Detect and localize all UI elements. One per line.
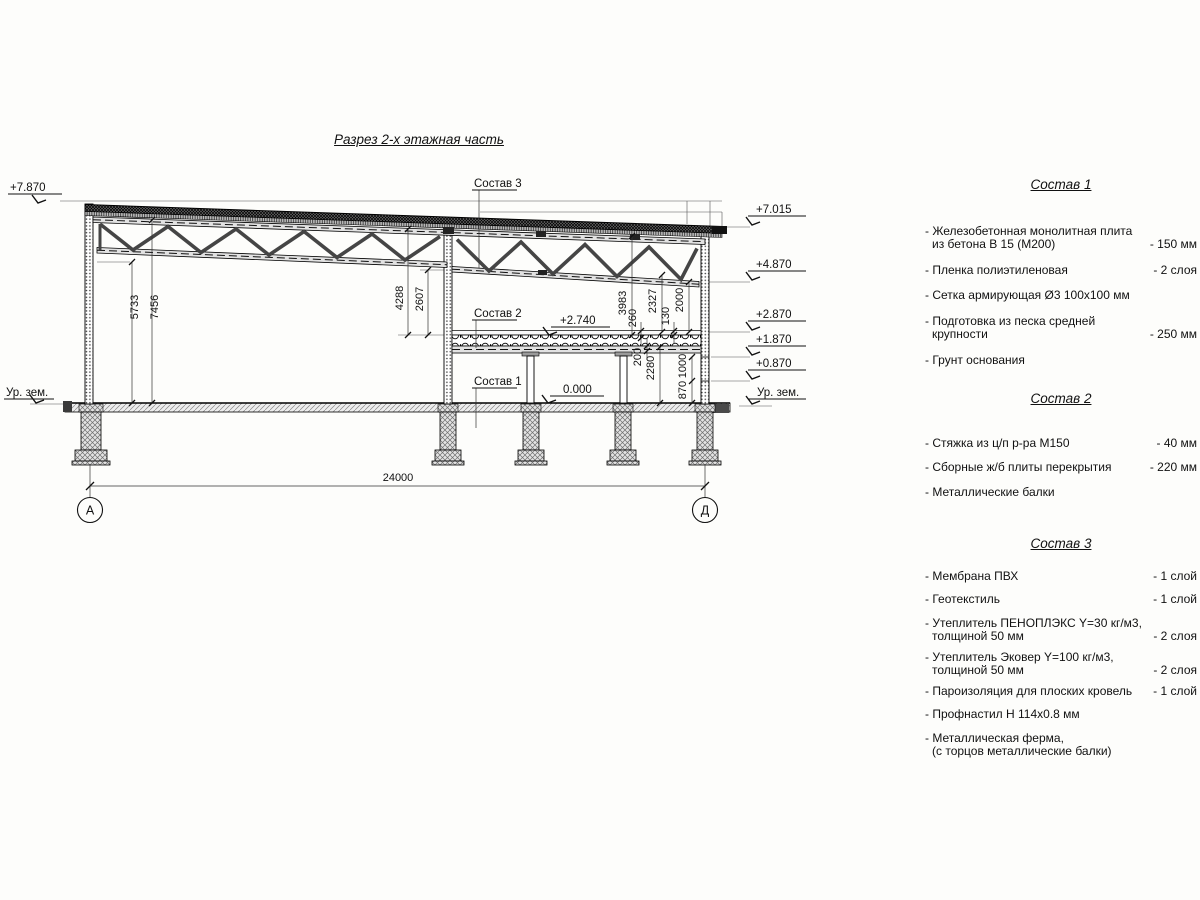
item-line: - Мембрана ПВХ: [925, 568, 1019, 583]
label-sostav-2: Состав 2: [474, 308, 522, 320]
composition-list-2: [925, 392, 1197, 510]
item-line: крупности: [932, 327, 988, 341]
list-item: [925, 437, 1197, 451]
drawing-labels: [472, 178, 610, 428]
label-sostav-3: Состав 3: [474, 178, 522, 190]
mark-1870: +1.870: [756, 334, 792, 346]
list-item: [925, 461, 1197, 475]
composition-heading: Состав 1: [1030, 177, 1092, 192]
item-line: - Металлические балки: [925, 484, 1055, 499]
dim-24000: 24000: [382, 472, 414, 484]
dim-4288: 4288: [394, 285, 406, 311]
footing: [515, 404, 547, 465]
mark-7870: +7.870: [10, 182, 46, 194]
column: [522, 352, 539, 403]
dim-200: 200: [632, 347, 644, 367]
list-item: [925, 315, 1197, 342]
item-value: - 2 слоя: [1153, 262, 1197, 277]
middle-wall: [444, 224, 452, 404]
item-line: - Пленка полиэтиленовая: [925, 262, 1068, 277]
axis-letter-d: Д: [700, 503, 710, 518]
footing: [689, 404, 721, 465]
dim-2000: 2000: [674, 287, 686, 313]
item-line: - Профнастил Н 114х0.8 мм: [925, 707, 1080, 721]
list-item: [925, 486, 1197, 500]
item-line: - Подготовка из песка средней: [925, 313, 1096, 328]
item-line: - Сетка армирующая Ø3 100х100 мм: [925, 288, 1130, 302]
item-line: (с торцов металлические балки): [932, 744, 1112, 758]
level-2740: +2.740: [560, 315, 596, 327]
roof-end-cap: [712, 226, 727, 234]
list-item: [925, 264, 1197, 278]
item-value: - 150 мм: [1149, 237, 1197, 251]
footing: [72, 404, 110, 465]
right-wall: [701, 233, 709, 404]
mark-7015: +7.015: [756, 204, 792, 216]
dim-2607: 2607: [414, 286, 426, 312]
mark-ground-right: Ур. зем.: [757, 387, 800, 399]
level-0000: 0.000: [563, 384, 592, 396]
dim-870: 870: [677, 380, 689, 400]
list-item: [925, 225, 1197, 252]
item-line: - Сборные ж/б плиты перекрытия: [925, 460, 1112, 474]
dim-1000: 1000: [677, 353, 689, 379]
dim-3983: 3983: [617, 290, 629, 316]
item-value: - 250 мм: [1149, 327, 1197, 341]
hollow-core-slab: [452, 335, 701, 346]
item-line: толщиной 50 мм: [932, 629, 1024, 643]
drawing-title: Разрез 2-х этажная часть: [334, 132, 504, 147]
composition-heading: Состав 3: [1030, 536, 1092, 551]
item-line: - Утеплитель ПЕНОПЛЭКС Y=30 кг/м3,: [925, 615, 1142, 630]
item-value: - 1 слой: [1153, 683, 1197, 698]
item-line: - Металлическая ферма,: [925, 730, 1064, 745]
column: [615, 352, 632, 403]
dim-2280: 2280: [645, 355, 657, 381]
item-line: из бетона В 15 (М200): [932, 237, 1056, 251]
item-line: - Утеплитель Эковер Y=100 кг/м3,: [925, 649, 1114, 664]
composition-list-1: [925, 178, 1197, 379]
item-line: - Грунт основания: [925, 352, 1025, 367]
item-value: - 1 слой: [1153, 568, 1197, 583]
mark-0870: +0.870: [756, 358, 792, 370]
footing: [432, 404, 464, 465]
list-item: [925, 570, 1197, 584]
dim-130: 130: [660, 306, 672, 326]
dim-2327: 2327: [647, 288, 659, 314]
item-value: - 40 мм: [1156, 435, 1197, 450]
mark-ground-left: Ур. зем.: [6, 387, 49, 399]
list-item: [925, 732, 1197, 759]
item-line: - Геотекстиль: [925, 592, 1000, 606]
item-line: толщиной 50 мм: [932, 663, 1024, 677]
item-value: - 2 слоя: [1153, 663, 1197, 677]
list-item: [925, 685, 1197, 699]
label-sostav-1: Состав 1: [474, 376, 522, 388]
item-value: - 2 слоя: [1153, 629, 1197, 643]
axis-bubbles: [78, 498, 718, 523]
mark-2870: +2.870: [756, 309, 792, 321]
item-line: - Железобетонная монолитная плита: [925, 223, 1133, 238]
list-item: [925, 708, 1197, 722]
dim-260: 260: [627, 308, 639, 328]
list-item: [925, 651, 1197, 678]
composition-heading: Состав 2: [1030, 391, 1092, 406]
list-item: [925, 593, 1197, 607]
list-item: [925, 354, 1197, 368]
item-line: - Пароизоляция для плоских кровель: [925, 683, 1133, 698]
foundation-footings: [72, 404, 721, 465]
item-value: - 220 мм: [1149, 460, 1197, 474]
left-wall: [85, 204, 93, 404]
composition-list-3: [925, 537, 1197, 769]
mark-4870: +4.870: [756, 259, 792, 271]
list-item: [925, 617, 1197, 644]
dim-7456: 7456: [149, 294, 161, 320]
footing: [607, 404, 639, 465]
item-line: - Стяжка из ц/п р-ра М150: [925, 435, 1070, 450]
axis-letter-a: А: [85, 503, 95, 518]
item-value: - 1 слой: [1153, 592, 1197, 606]
dim-5733: 5733: [129, 294, 141, 320]
list-item: [925, 289, 1197, 303]
